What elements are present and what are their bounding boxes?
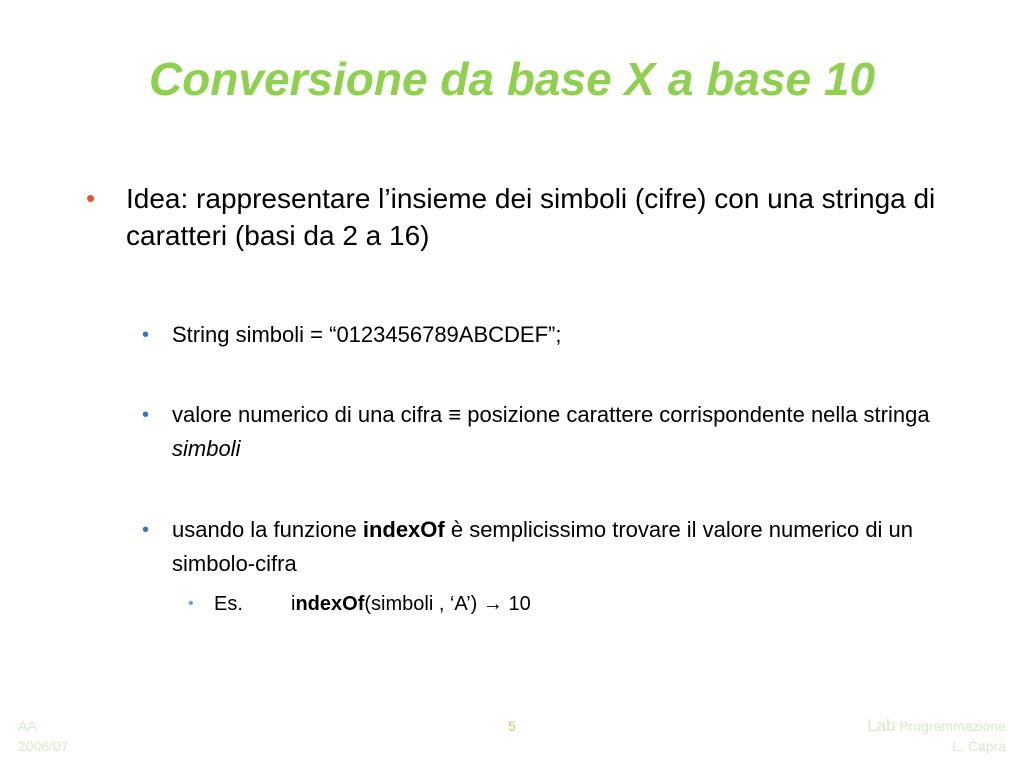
footer-course-name (867, 716, 1006, 736)
footer-course (867, 716, 1006, 756)
bullet-dot-icon: • (142, 404, 150, 426)
footer-author: L. Capra (952, 738, 1006, 754)
subbullet-text (172, 398, 962, 466)
subbullet-item-valore (142, 398, 962, 466)
page-number: 5 (508, 718, 516, 734)
footer-lab: Lab (867, 716, 896, 735)
subbullet-text-bold: indexOf (362, 517, 445, 542)
bullet-dot-icon: • (86, 183, 96, 213)
example-function: ndexOf (295, 593, 365, 615)
bullet-dot-icon: • (142, 324, 150, 346)
subbullet-text-rest: è semplicissimo trovare il valore numerico di un simbolo-cifra (172, 517, 914, 576)
subbullet-text (172, 513, 962, 581)
example-item (188, 590, 531, 618)
bullet-text: Idea: rappresentare l’insieme dei simboli (cifre) con una stringa di caratteri (basi da 2 a 16) (126, 183, 936, 251)
subbullet-text-plain: valore numerico di una cifra ≡ posizione carattere corrispondente nella stringa (172, 402, 930, 427)
subbullet-text: String simboli = “0123456789ABCDEF”; (172, 322, 562, 347)
subbullet-item-string (142, 318, 962, 352)
bullet-dot-icon: • (188, 595, 194, 612)
bullet-dot-icon: • (142, 519, 150, 541)
bullet-item-idea (86, 180, 946, 254)
subbullet-text-italic: simboli (172, 436, 241, 461)
arrow-right-icon: → (482, 593, 503, 615)
footer-programmazione: Programmazione (895, 718, 1006, 734)
example-text (214, 590, 531, 618)
footer-aa: AA (18, 718, 37, 734)
subbullet-text-plain: usando la funzione (172, 517, 363, 542)
example-i: i (291, 593, 296, 615)
example-label: Es. (214, 593, 243, 615)
subbullet-item-indexof (142, 513, 962, 581)
footer-year: 2006/07 (18, 738, 69, 754)
example-args: (simboli , ‘A’) (364, 593, 483, 615)
example-result: 10 (502, 593, 531, 615)
slide-title: Conversione da base X a base 10 (148, 53, 876, 105)
